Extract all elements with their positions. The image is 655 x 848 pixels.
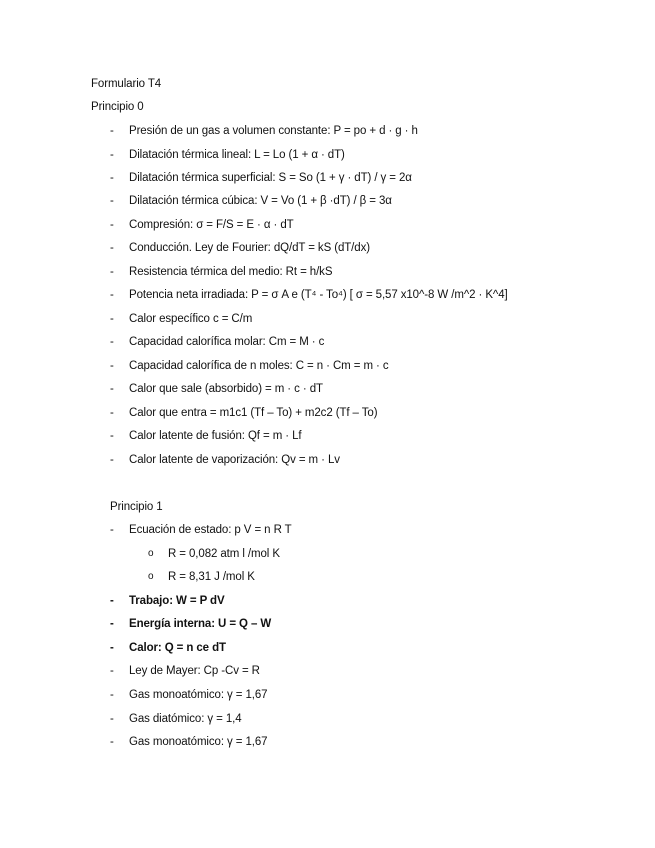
list-item-text: Calor latente de fusión: Qf = m · Lf xyxy=(129,430,302,442)
dash-bullet: - xyxy=(110,665,114,677)
list-item-text: Gas monoatómico: γ = 1,67 xyxy=(129,689,268,701)
list-item-text: Potencia neta irradiada: P = σ A e (T⁴ - To⁴) [ σ = 5,57 x10^-8 W /m^2 · K^4] xyxy=(129,289,508,301)
list-item-text: Calor que entra = m1c1 (Tf – To) + m2c2 (Tf – To) xyxy=(129,407,378,419)
dash-bullet: - xyxy=(110,172,114,184)
dash-bullet: - xyxy=(110,360,114,372)
list-item-text: Conducción. Ley de Fourier: dQ/dT = kS (dT/dx) xyxy=(129,242,370,254)
dash-bullet: - xyxy=(110,430,114,442)
list-item-text: Gas diatómico: γ = 1,4 xyxy=(129,713,242,725)
dash-bullet: - xyxy=(110,407,114,419)
dash-bullet: - xyxy=(110,313,114,325)
work-formula: Trabajo: W = P dV xyxy=(129,595,225,607)
circle-bullet: o xyxy=(148,548,154,559)
dash-bullet: - xyxy=(110,454,114,466)
document-title: Formulario T4 xyxy=(91,78,162,90)
list-item-text: Capacidad calorífica molar: Cm = M · c xyxy=(129,336,325,348)
list-item-text: Capacidad calorífica de n moles: C = n · Cm = m · c xyxy=(129,360,389,372)
list-item-text: Dilatación térmica lineal: L = Lo (1 + α · dT) xyxy=(129,149,345,161)
list-item-text: Dilatación térmica superficial: S = So (1 + γ · dT) / γ = 2α xyxy=(129,172,412,184)
dash-bullet: - xyxy=(110,713,114,725)
list-item-text: Compresión: σ = F/S = E · α · dT xyxy=(129,219,294,231)
dash-bullet: - xyxy=(110,642,114,654)
list-item-text: Gas monoatómico: γ = 1,67 xyxy=(129,736,268,748)
list-item-text: Calor específico c = C/m xyxy=(129,313,253,325)
dash-bullet: - xyxy=(110,289,114,301)
dash-bullet: - xyxy=(110,689,114,701)
dash-bullet: - xyxy=(110,266,114,278)
dash-bullet: - xyxy=(110,524,114,536)
dash-bullet: - xyxy=(110,195,114,207)
list-item-text: Calor latente de vaporización: Qv = m · Lv xyxy=(129,454,340,466)
r-value: R = 8,31 J /mol K xyxy=(168,571,255,583)
dash-bullet: - xyxy=(110,219,114,231)
dash-bullet: - xyxy=(110,336,114,348)
dash-bullet: - xyxy=(110,383,114,395)
dash-bullet: - xyxy=(110,736,114,748)
heat-formula: Calor: Q = n ce dT xyxy=(129,642,226,654)
list-item-text: Resistencia térmica del medio: Rt = h/kS xyxy=(129,266,333,278)
dash-bullet: - xyxy=(110,595,114,607)
principle0-heading: Principio 0 xyxy=(91,101,144,113)
dash-bullet: - xyxy=(110,618,114,630)
state-equation: Ecuación de estado: p V = n R T xyxy=(129,524,292,536)
circle-bullet: o xyxy=(148,571,154,582)
list-item-text: Calor que sale (absorbido) = m · c · dT xyxy=(129,383,323,395)
dash-bullet: - xyxy=(110,149,114,161)
principle1-heading: Principio 1 xyxy=(110,501,163,513)
list-item-text: Dilatación térmica cúbica: V = Vo (1 + β ·dT) / β = 3α xyxy=(129,195,392,207)
dash-bullet: - xyxy=(110,242,114,254)
list-item-text: Presión de un gas a volumen constante: P = po + d · g · h xyxy=(129,125,418,137)
r-value: R = 0,082 atm l /mol K xyxy=(168,548,280,560)
dash-bullet: - xyxy=(110,125,114,137)
internal-energy-formula: Energía interna: U = Q – W xyxy=(129,618,272,630)
list-item-text: Ley de Mayer: Cp -Cv = R xyxy=(129,665,260,677)
